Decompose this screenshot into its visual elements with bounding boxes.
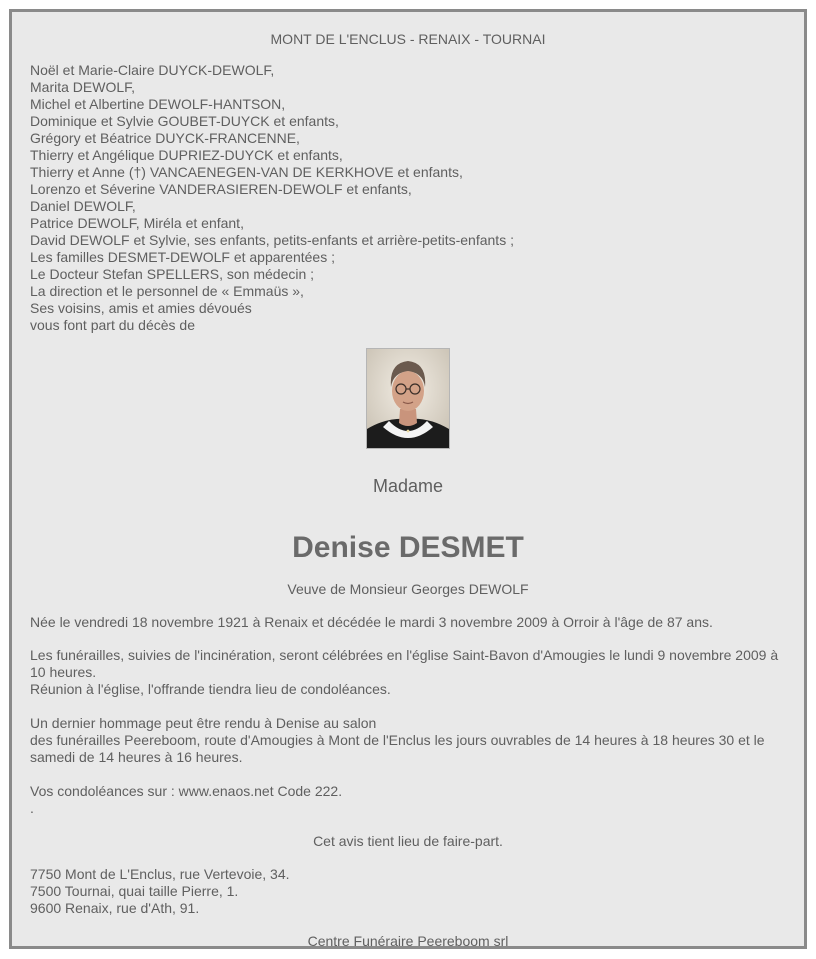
family-line: Patrice DEWOLF, Miréla et enfant, (30, 215, 244, 231)
birth-death-text: Née le vendredi 18 novembre 1921 à Renaix et décédée le mardi 3 novembre 2009 à Orroir à l'âge de 87 ans. (30, 614, 713, 630)
family-line: La direction et le personnel de « Emmaüs », (30, 283, 304, 299)
family-line: Ses voisins, amis et amies dévoués (30, 300, 252, 316)
address-line: 9600 Renaix, rue d'Ath, 91. (30, 900, 200, 916)
notice-line: Cet avis tient lieu de faire-part. (313, 833, 503, 849)
condolences-line: Vos condoléances sur : www.enaos.net Code 222. (30, 783, 343, 799)
address-list (30, 866, 786, 917)
funeral-paragraph (30, 647, 786, 698)
widow-line: Veuve de Monsieur Georges DEWOLF (287, 581, 529, 597)
obituary-content (12, 12, 804, 950)
portrait-photo (366, 348, 450, 449)
condolences-line: . (30, 800, 34, 816)
funeral-home-footer: Centre Funéraire Peereboom srl (307, 933, 509, 949)
deceased-name: Denise DESMET (292, 531, 524, 564)
family-line: Dominique et Sylvie GOUBET-DUYCK et enfants, (30, 113, 339, 129)
family-line: Daniel DEWOLF, (30, 198, 136, 214)
portrait-wrapper (30, 348, 786, 453)
honorific: Madame (372, 476, 444, 496)
family-line: David DEWOLF et Sylvie, ses enfants, petits-enfants et arrière-petits-enfants ; (30, 232, 514, 248)
family-line: Marita DEWOLF, (30, 79, 136, 95)
address-line: 7750 Mont de L'Enclus, rue Vertevoie, 34. (30, 866, 290, 882)
family-line: Lorenzo et Séverine VANDERASIEREN-DEWOLF et enfants, (30, 181, 412, 197)
homage-paragraph (30, 715, 786, 766)
header-locations: MONT DE L'ENCLUS - RENAIX - TOURNAI (270, 31, 546, 47)
condolences-paragraph (30, 783, 786, 817)
obituary-frame (9, 9, 807, 949)
family-line: Grégory et Béatrice DUYCK-FRANCENNE, (30, 130, 300, 146)
family-line: Thierry et Anne (†) VANCAENEGEN-VAN DE KERKHOVE et enfants, (30, 164, 463, 180)
family-line: Le Docteur Stefan SPELLERS, son médecin ; (30, 266, 315, 282)
family-line: Noël et Marie-Claire DUYCK-DEWOLF, (30, 62, 275, 78)
family-line: vous font part du décès de (30, 317, 195, 333)
family-line: Michel et Albertine DEWOLF-HANTSON, (30, 96, 286, 112)
homage-line: Un dernier hommage peut être rendu à Denise au salon (30, 715, 377, 731)
family-list (30, 62, 786, 334)
address-line: 7500 Tournai, quai taille Pierre, 1. (30, 883, 239, 899)
funeral-line: Les funérailles, suivies de l'incinération, seront célébrées en l'église Saint-Bavon d'Amougies le lundi 9 novembre 2009 à 10 heures. (30, 647, 779, 680)
funeral-line: Réunion à l'église, l'offrande tiendra lieu de condoléances. (30, 681, 391, 697)
homage-line: des funérailles Peereboom, route d'Amougies à Mont de l'Enclus les jours ouvrables de 14 heures à 18 heures 30 et le samedi de 14 heures à 16 heures. (30, 732, 765, 765)
family-line: Thierry et Angélique DUPRIEZ-DUYCK et enfants, (30, 147, 343, 163)
birth-death-paragraph (30, 614, 786, 631)
family-line: Les familles DESMET-DEWOLF et apparentées ; (30, 249, 335, 265)
